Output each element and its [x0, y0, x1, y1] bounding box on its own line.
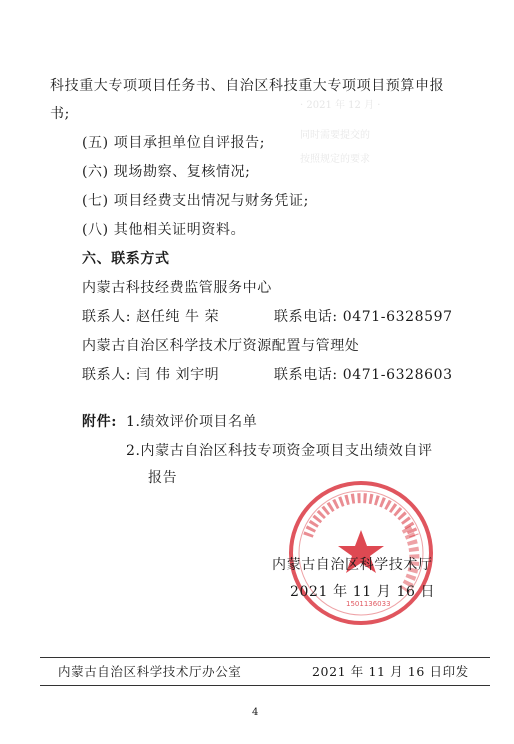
body-line-1: 科技重大专项项目任务书、自治区科技重大专项项目预算申报 [50, 78, 445, 94]
attachment-item-2: 2.内蒙古自治区科技专项资金项目支出绩效自评 [126, 443, 433, 459]
seal-code: 1501136033 [346, 600, 391, 608]
signature-org: 内蒙古自治区科学技术厅 [272, 557, 433, 573]
footer-issuer: 内蒙古自治区科学技术厅办公室 [58, 664, 242, 679]
list-item-5: (五) 项目承担单位自评报告; [82, 135, 266, 151]
contact-phone-2: 联系电话: 0471-6328603 [274, 367, 453, 383]
footer-issue-date: 2021 年 11 月 16 日印发 [312, 664, 469, 679]
page-number: 4 [252, 707, 259, 718]
attachments-label: 附件: [82, 414, 117, 430]
contact-person-1: 联系人: 赵任纯 牛 荣 [82, 309, 220, 325]
footer-top-rule [40, 657, 490, 658]
bleed-through-text: 同时需要提交的 [300, 130, 370, 141]
contact-phone-1: 联系电话: 0471-6328597 [274, 309, 453, 325]
list-item-7: (七) 项目经费支出情况与财务凭证; [82, 193, 309, 209]
contact-heading: 六、联系方式 [82, 251, 170, 267]
signature-date: 2021 年 11 月 16 日 [290, 584, 436, 600]
bleed-through-text: 按照规定的要求 [300, 154, 370, 165]
contact-org-2: 内蒙古自治区科学技术厅资源配置与管理处 [82, 338, 360, 354]
official-seal [286, 478, 436, 628]
footer-bottom-rule [40, 685, 490, 686]
bleed-through-text: · 2021 年 12 月 · [300, 100, 381, 111]
list-item-6: (六) 现场勘察、复核情况; [82, 164, 251, 180]
attachment-item-1: 1.绩效评价项目名单 [126, 414, 258, 430]
contact-org-1: 内蒙古科技经费监管服务中心 [82, 280, 272, 296]
attachment-item-2-cont: 报告 [148, 470, 178, 486]
contact-person-2: 联系人: 闫 伟 刘宇明 [82, 367, 220, 383]
body-line-2: 书; [50, 106, 70, 122]
list-item-8: (八) 其他相关证明资料。 [82, 222, 246, 238]
